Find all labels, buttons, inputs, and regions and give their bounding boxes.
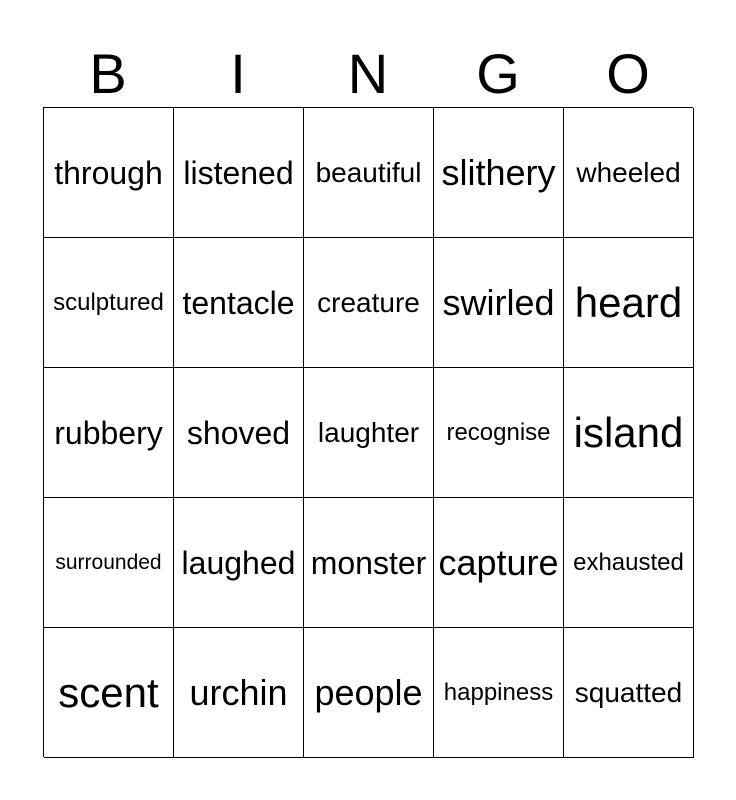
bingo-cell-r3-c4[interactable]: recognise bbox=[434, 368, 564, 498]
bingo-cell-r3-c2[interactable]: shoved bbox=[174, 368, 304, 498]
header-letter-b: B bbox=[89, 42, 127, 105]
bingo-cell-r5-c4[interactable]: happiness bbox=[434, 628, 564, 758]
bingo-cell-r2-c5[interactable]: heard bbox=[564, 238, 694, 368]
header-letter-i: I bbox=[230, 42, 246, 105]
bingo-cell-r2-c3[interactable]: creature bbox=[304, 238, 434, 368]
bingo-cell-r4-c3[interactable]: monster bbox=[304, 498, 434, 628]
header-letter-n: N bbox=[347, 42, 389, 105]
header-letter-g: G bbox=[476, 42, 520, 105]
bingo-cell-r5-c3[interactable]: people bbox=[304, 628, 434, 758]
bingo-cell-r4-c2[interactable]: laughed bbox=[174, 498, 304, 628]
bingo-cell-r2-c2[interactable]: tentacle bbox=[174, 238, 304, 368]
bingo-header bbox=[43, 40, 693, 108]
bingo-cell-r1-c3[interactable]: beautiful bbox=[304, 108, 434, 238]
bingo-cell-r2-c4[interactable]: swirled bbox=[434, 238, 564, 368]
bingo-cell-r5-c2[interactable]: urchin bbox=[174, 628, 304, 758]
bingo-cell-r4-c1[interactable]: surrounded bbox=[44, 498, 174, 628]
bingo-cell-r4-c4[interactable]: capture bbox=[434, 498, 564, 628]
bingo-cell-r5-c1[interactable]: scent bbox=[44, 628, 174, 758]
bingo-cell-r1-c2[interactable]: listened bbox=[174, 108, 304, 238]
bingo-cell-r1-c1[interactable]: through bbox=[44, 108, 174, 238]
bingo-cell-r1-c4[interactable]: slithery bbox=[434, 108, 564, 238]
header-letter-o: O bbox=[606, 42, 650, 105]
bingo-cell-r5-c5[interactable]: squatted bbox=[564, 628, 694, 758]
bingo-cell-r3-c1[interactable]: rubbery bbox=[44, 368, 174, 498]
bingo-cell-r4-c5[interactable]: exhausted bbox=[564, 498, 694, 628]
bingo-cell-r2-c1[interactable]: sculptured bbox=[44, 238, 174, 368]
bingo-cell-r3-c5[interactable]: island bbox=[564, 368, 694, 498]
bingo-board bbox=[43, 107, 693, 757]
bingo-cell-r3-c3[interactable]: laughter bbox=[304, 368, 434, 498]
bingo-cell-r1-c5[interactable]: wheeled bbox=[564, 108, 694, 238]
